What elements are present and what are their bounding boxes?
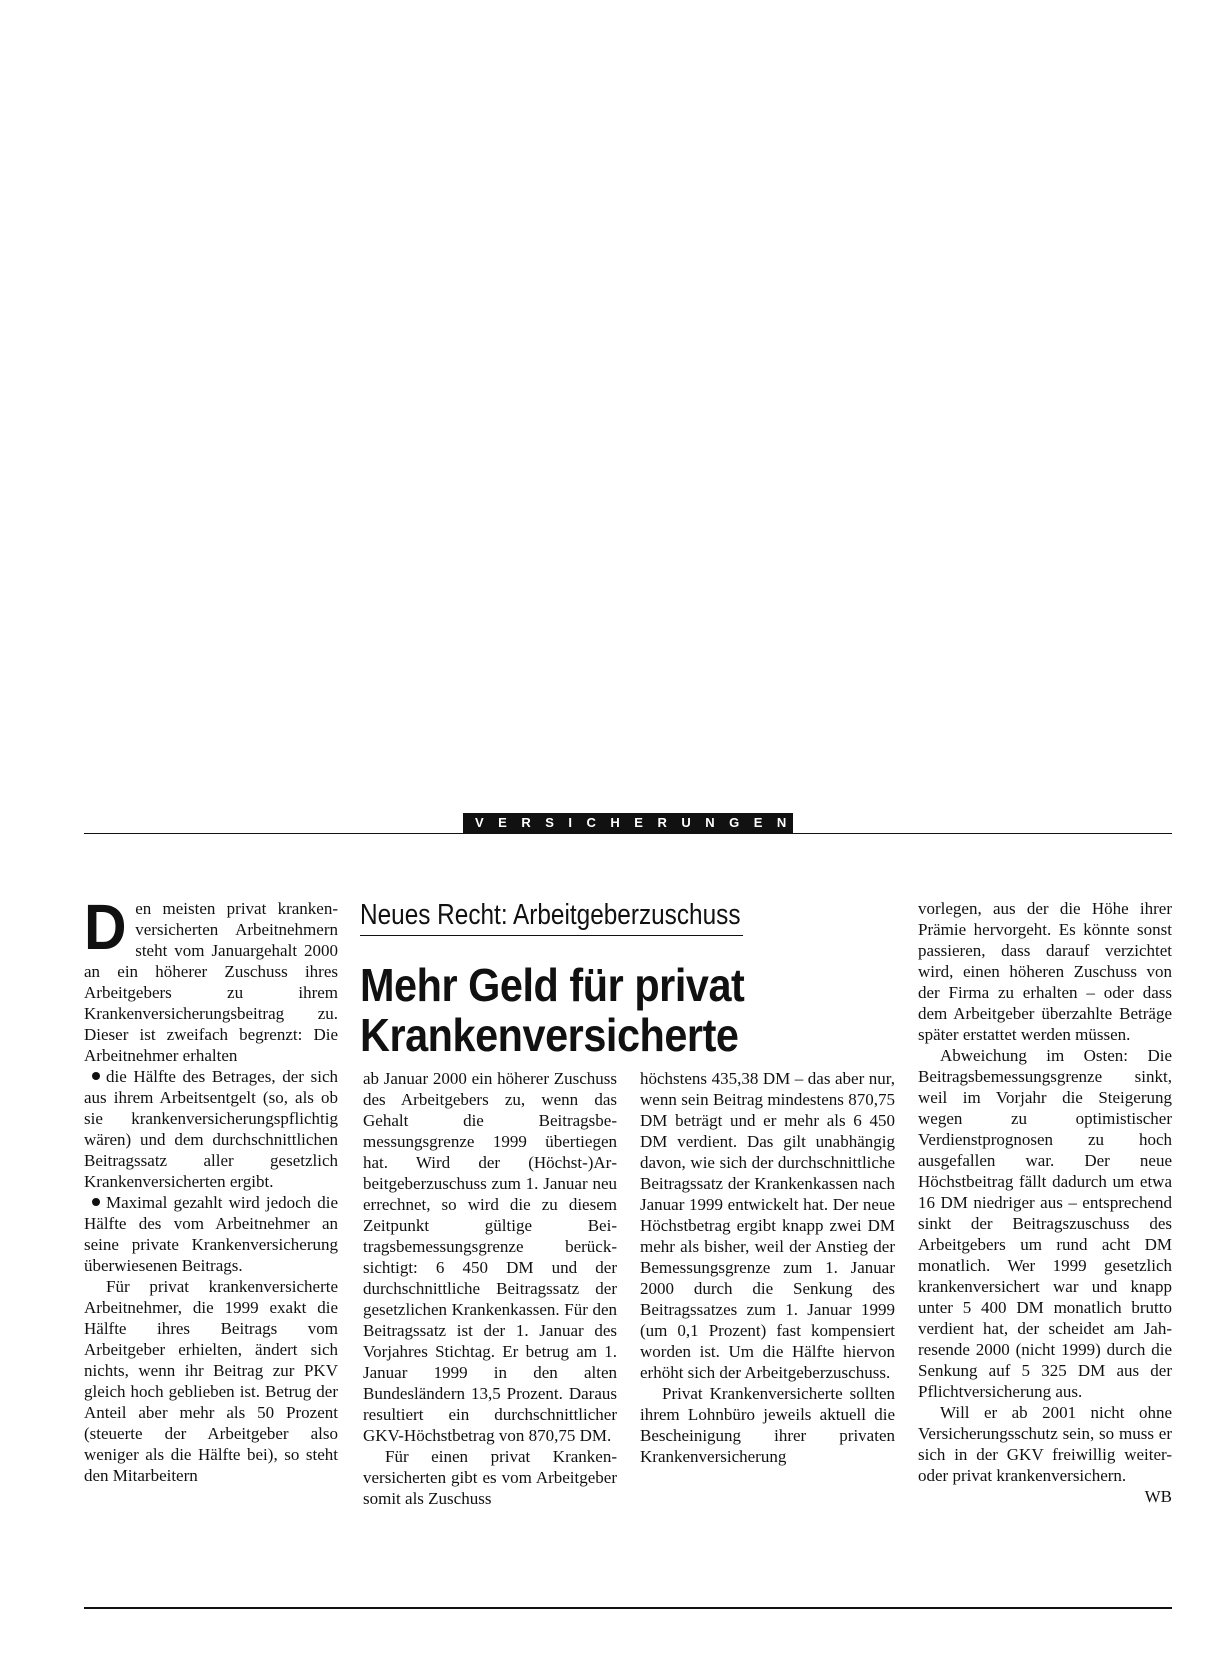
bullet-icon: [92, 1198, 100, 1206]
top-rule: [84, 833, 1172, 834]
paragraph: Privat Krankenversicherte sollten ihrem Lohnbüro jeweils aktuell die Bescheinigung ihrer privaten Krankenversicherung: [640, 1384, 895, 1466]
headline-line-1: Mehr Geld für privat: [360, 959, 745, 1011]
article-column-4: [918, 898, 1172, 1507]
lead-paragraph: [84, 891, 338, 1066]
paragraph: [918, 1402, 1172, 1506]
paragraph: Für privat krankenversicherte Arbeitnehmer, die 1999 exakt die Hälfte ihres Beitrags vom Arbeitgeber erhielten, ändert sich nichts, wenn ihr Beitrag zur PKV gleich hoch geblieben ist. Betrug der Anteil aber mehr als 50 Prozent (steuerte der Arbeitgeber also weniger als die Hälfte bei), so steht den Mitarbeitern: [84, 1277, 338, 1485]
drop-cap: D: [84, 891, 126, 963]
paragraph: vorlegen, aus der die Höhe ihrer Prämie hervorgeht. Es könnte sonst passieren, dass darauf verzichtet wird, einen höheren Zuschuss von der Firma zu erhalten – oder dass dem Arbeitgeber überzahlte Beträge später erstattet werden müssen.: [918, 899, 1172, 1044]
article-kicker: Neues Recht: Arbeitgeberzuschuss: [360, 898, 743, 936]
paragraph-text: Will er ab 2001 nicht ohne Versicherungsschutz sein, so muss er sich in der GKV freiwillig weiter- oder privat krankenversichern.: [918, 1403, 1172, 1485]
paragraph-text: en meisten privat krankenversicherten Arbeitnehmern steht vom Januargehalt 2000 an ein höherer Zuschuss ihres Arbeitgebers zu ihrem Krankenversicherungsbeitrag zu. Dieser ist zweifach begrenzt: Die Arbeitnehmer erhalten: [84, 899, 338, 1065]
article-column-3: [640, 1068, 895, 1467]
section-label: VERSICHERUNGEN: [463, 813, 793, 833]
bullet-item: [84, 1192, 338, 1276]
article-column-2: [363, 1068, 617, 1509]
paragraph: höchstens 435,38 DM – das aber nur, wenn sein Beitrag mindestens 870,75 DM beträgt und er mehr als 6 450 DM verdient. Das gilt unabhängig davon, wie sich der durchschnittliche Beitragssatz der Krankenkassen nach Januar 1999 entwickelt hat. Der neue Höchstbetrag ergibt knapp zwei DM mehr als bisher, weil der Anstieg der Bemessungsgrenze zum 1. Januar 2000 durch die Senkung des Beitragssatzes zum 1. Januar 1999 (um 0,1 Prozent) fast kompensiert worden ist. Um die Hälfte hiervon erhöht sich der Arbeitgeberzuschuss.: [640, 1069, 895, 1382]
paragraph: Für einen privat Krankenversicherten gibt es vom Arbeitgeber somit als Zuschuss: [363, 1447, 617, 1508]
paragraph: Abweichung im Osten: Die Beitragsbemessungsgrenze sinkt, weil im Vorjahr die Steigerung wegen zu optimistischer Verdienstprognosen zu hoch ausgefallen war. Der neue Höchstbeitrag fällt dadurch um etwa 16 DM niedriger aus – entsprechend sinkt der Beitragszuschuss des Arbeitgebers um rund acht DM monatlich. Wer 1999 gesetzlich krankenversichert war und knapp unter 5 400 DM monatlich brutto verdient hat, der scheidet am Jahresende 2000 (nicht 1999) durch die Senkung auf 5 325 DM aus der Pflichtversicherung aus.: [918, 1046, 1172, 1401]
bullet-icon: [92, 1072, 100, 1080]
headline-line-2: Krankenversicherte: [360, 1009, 739, 1061]
bullet-item: [84, 1066, 338, 1192]
bullet-text: die Hälfte des Betrages, der sich aus ihrem Arbeitsentgelt (so, als ob sie krankenversicherungspflichtig wären) und dem durchschnittlichen Beitragssatz aller gesetzlich Krankenversicherten ergibt.: [84, 1067, 338, 1191]
article-column-1: [84, 891, 338, 1486]
article-headline: [360, 960, 846, 1060]
paragraph: ab Januar 2000 ein höherer Zuschuss des Arbeitgebers zu, wenn das Gehalt die Beitragsbemessungsgrenze 1999 übertiegen hat. Wird der (Höchst-)Arbeitgeberzuschuss zum 1. Januar neu errechnet, so wird die zu diesem Zeitpunkt gültige Beitragsbemessungsgrenze berücksichtigt: 6 450 DM und der durchschnittliche Beitragssatz der gesetzlichen Krankenkassen. Für den Beitragssatz ist der 1. Januar des Vorjahres Stichtag. Er betrug am 1. Januar 1999 in den alten Bundesländern 13,5 Prozent. Daraus resultiert ein durchschnittlicher GKV-Höchstbetrag von 870,75 DM.: [363, 1069, 617, 1445]
bullet-text: Maximal gezahlt wird jedoch die Hälfte des vom Arbeitnehmer an seine private Krankenversicherung überwiesenen Beitrags.: [84, 1193, 338, 1275]
author-signature: WB: [1144, 1487, 1172, 1506]
bottom-rule: [84, 1607, 1172, 1609]
